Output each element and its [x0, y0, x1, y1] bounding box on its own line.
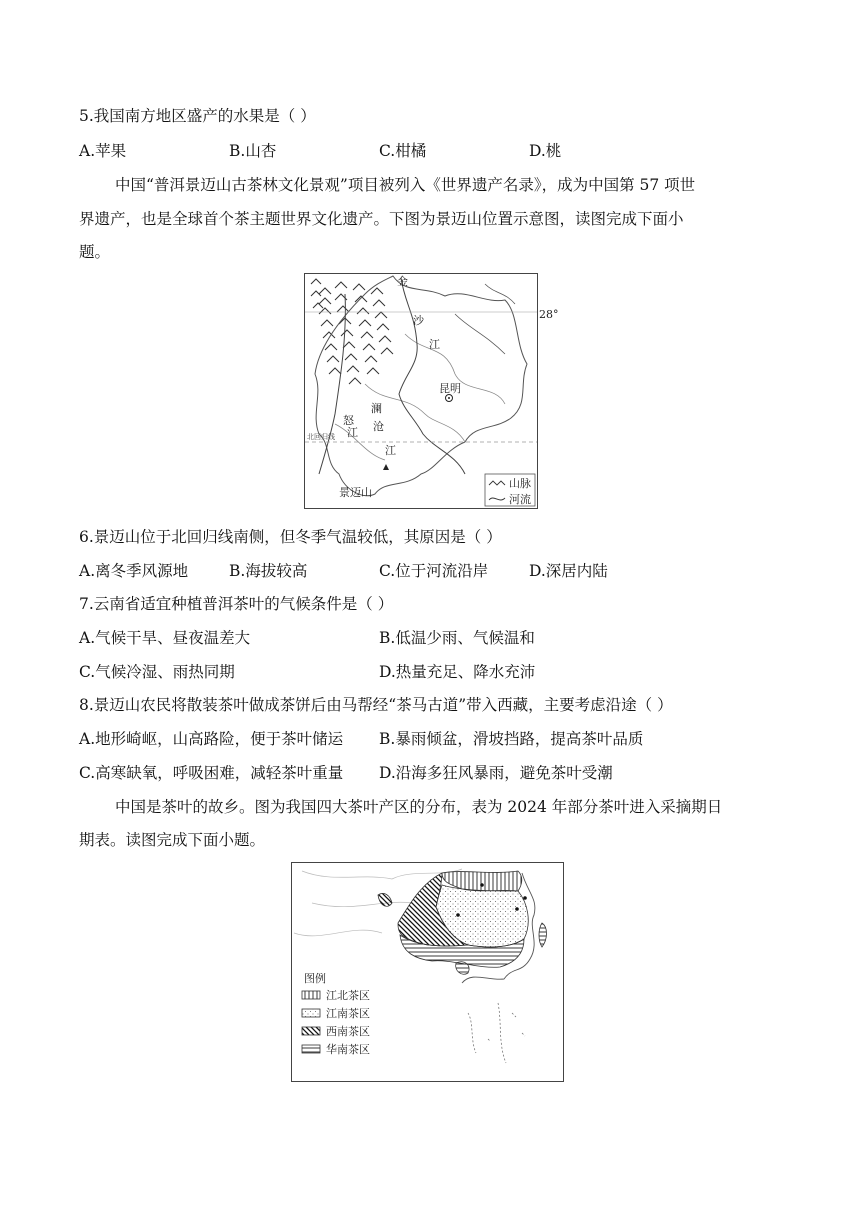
label-cang: 沧 [373, 420, 384, 433]
label-jiang2: 江 [347, 426, 358, 439]
q6-option-a: A.离冬季风源地 [79, 562, 189, 580]
passage2-line1: 中国是茶叶的故乡。图为我国四大茶叶产区的分布，表为 2024 年部分茶叶进入采摘期日 [115, 798, 723, 816]
q5-option-a: A.苹果 [79, 142, 127, 160]
jingmai-triangle-icon [383, 464, 389, 470]
south-china-sea-islands [468, 1003, 525, 1063]
legend-mountain-label: 山脉 [509, 477, 531, 490]
q6-option-b: B.海拔较高 [229, 562, 308, 580]
legend-huanan-label: 华南茶区 [326, 1043, 370, 1056]
q7-stem: 7.云南省适宜种植普洱茶叶的气候条件是（ ） [79, 595, 394, 613]
legend-southwest-swatch [302, 1027, 320, 1035]
label-lat: 28° [539, 308, 559, 321]
jingmai-map-svg [305, 274, 559, 508]
q5-stem: 5.我国南方地区盛产的水果是（ ） [79, 107, 316, 125]
tea-regions-map [291, 862, 564, 1082]
label-jiang3: 江 [385, 444, 396, 457]
q7-option-b: B.低温少雨、气候温和 [379, 629, 535, 647]
q5-option-c: C.柑橘 [379, 142, 427, 160]
passage1-line1: 中国“普洱景迈山古茶林文化景观”项目被列入《世界遗产名录》，成为中国第 57 项世 [115, 176, 696, 194]
q8-option-b: B.暴雨倾盆，滑坡挡路，提高茶叶品质 [379, 730, 644, 748]
q8-stem: 8.景迈山农民将散装茶叶做成茶饼后由马帮经“茶马古道”带入西藏，主要考虑沿途（ ） [79, 696, 673, 714]
q5-option-b: B.山杏 [229, 142, 277, 160]
label-tropic: 北回归线 [307, 433, 335, 441]
label-lan: 澜 [371, 402, 382, 415]
region-southwest-west [378, 893, 392, 906]
label-kunming: 昆明 [439, 382, 461, 395]
legend-southwest-label: 西南茶区 [326, 1025, 370, 1038]
passage2-line2: 期表。读图完成下面小题。 [79, 831, 266, 849]
label-nu: 怒 [343, 414, 354, 427]
city-dot-icon [456, 913, 460, 917]
city-dot-icon [480, 883, 484, 887]
q8-option-d: D.沿海多狂风暴雨，避免茶叶受潮 [379, 764, 613, 782]
legend-jiangnan-swatch [302, 1009, 320, 1017]
city-dot-icon [515, 907, 519, 911]
legend-river-label: 河流 [509, 493, 531, 506]
mountain-ranges [311, 279, 393, 384]
label-jiang1: 江 [429, 338, 440, 351]
map2-legend-title: 图例 [304, 972, 326, 985]
passage1-line3: 题。 [79, 243, 111, 261]
city-dot-icon [523, 896, 527, 900]
tea-regions-svg [292, 863, 563, 1081]
kunming-dot-icon [448, 397, 450, 399]
passage1-line2: 界遗产，也是全球首个茶主题世界文化遗产。下图为景迈山位置示意图，读图完成下面小 [79, 210, 684, 228]
q8-option-c: C.高寒缺氧，呼吸困难，减轻茶叶重量 [79, 764, 344, 782]
q7-option-a: A.气候干旱、昼夜温差大 [79, 629, 251, 647]
legend-huanan-swatch [302, 1045, 320, 1053]
legend-jiangbei-swatch [302, 991, 320, 999]
q6-option-d: D.深居内陆 [529, 562, 608, 580]
jingmai-location-map [304, 273, 559, 509]
taiwan-island [539, 923, 547, 947]
label-sha: 沙 [413, 314, 424, 327]
label-jin: 金 [397, 275, 408, 288]
q7-option-d: D.热量充足、降水充沛 [379, 663, 536, 681]
q5-option-d: D.桃 [529, 142, 562, 160]
legend-jiangbei-label: 江北茶区 [326, 989, 370, 1002]
label-jingmai: 景迈山 [339, 486, 372, 499]
q6-option-c: C.位于河流沿岸 [379, 562, 489, 580]
jinsha-lancang-river [399, 278, 465, 474]
legend-jiangnan-label: 江南茶区 [326, 1007, 370, 1020]
q8-option-a: A.地形崎岖，山高路险，便于茶叶储运 [79, 730, 344, 748]
hainan-island [456, 962, 469, 975]
q6-stem: 6.景迈山位于北回归线南侧，但冬季气温较低，其原因是（ ） [79, 528, 502, 546]
internal-boundaries [335, 334, 505, 460]
yunnan-boundary [315, 276, 527, 496]
q7-option-c: C.气候冷湿、雨热同期 [79, 663, 235, 681]
